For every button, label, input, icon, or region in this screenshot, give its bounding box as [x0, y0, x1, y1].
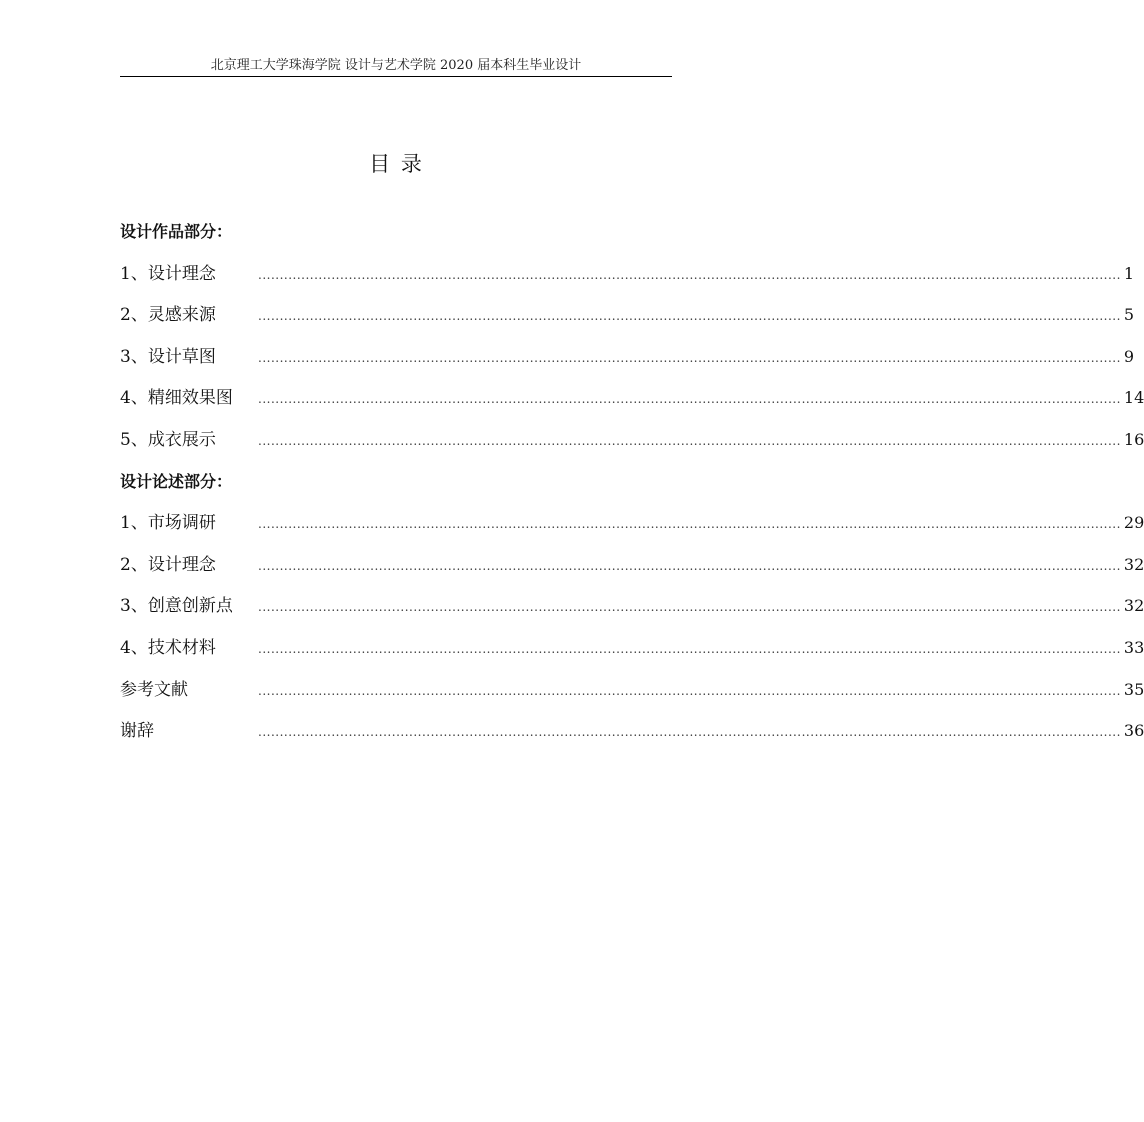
toc-entry-label: 1、设计理念 [120, 263, 216, 284]
toc-entry-page: 36 [1123, 721, 1144, 741]
toc-entry[interactable] [120, 593, 1144, 619]
toc-entry-page: 35 [1123, 679, 1144, 699]
toc-entry[interactable] [120, 635, 1144, 661]
page-header: 北京理工大学珠海学院 设计与艺术学院 2020 届本科生毕业设计 [210, 58, 582, 73]
table-of-contents [120, 219, 1144, 760]
toc-entry-label: 1、市场调研 [120, 513, 216, 534]
dot-leader: ........................................................................................................................................................................................................ [258, 350, 1121, 365]
toc-entry-label: 2、灵感来源 [120, 305, 216, 326]
toc-entry-page: 9 [1123, 346, 1135, 366]
toc-title: 目 录 [369, 152, 424, 176]
toc-entry-label: 3、设计草图 [120, 346, 216, 367]
toc-entry-label: 4、精细效果图 [120, 388, 233, 409]
dot-leader: ........................................................................................................................................................................................................ [258, 558, 1121, 573]
header-rule [120, 76, 672, 77]
toc-entry-label: 谢辞 [120, 721, 154, 742]
toc-entry[interactable] [120, 677, 1144, 703]
toc-entry-label: 参考文献 [120, 679, 188, 700]
toc-entry[interactable] [120, 302, 1135, 328]
toc-entry-page: 14 [1123, 388, 1144, 408]
toc-entry-page: 16 [1123, 429, 1144, 449]
toc-entry[interactable] [120, 344, 1135, 370]
toc-entry-page: 33 [1123, 637, 1144, 657]
toc-entry[interactable] [120, 261, 1135, 287]
dot-leader: ........................................................................................................................................................................................................ [258, 433, 1121, 448]
dot-leader: ........................................................................................................................................................................................................ [258, 267, 1121, 282]
dot-leader: ........................................................................................................................................................................................................ [258, 683, 1121, 698]
dot-leader: ........................................................................................................................................................................................................ [258, 725, 1121, 740]
toc-entry-label: 3、创意创新点 [120, 596, 233, 617]
dot-leader: ........................................................................................................................................................................................................ [258, 309, 1121, 324]
toc-entry-page: 5 [1123, 305, 1135, 325]
section-heading-design-works: 设计作品部分： [120, 222, 233, 241]
dot-leader: ........................................................................................................................................................................................................ [258, 517, 1121, 532]
section-heading-design-discussion: 设计论述部分： [120, 471, 233, 491]
toc-entry-page: 32 [1123, 596, 1144, 616]
toc-entry[interactable] [120, 510, 1144, 536]
toc-entry-page: 29 [1123, 513, 1144, 533]
toc-entry[interactable] [120, 552, 1144, 578]
toc-entry[interactable] [120, 385, 1144, 411]
dot-leader: ........................................................................................................................................................................................................ [258, 600, 1121, 615]
dot-leader: ........................................................................................................................................................................................................ [258, 641, 1121, 656]
toc-entry-page: 1 [1123, 263, 1135, 283]
toc-entry-page: 32 [1123, 554, 1144, 574]
toc-entry-label: 2、设计理念 [120, 554, 216, 575]
toc-entry[interactable] [120, 427, 1144, 453]
toc-entry[interactable] [120, 718, 1144, 744]
dot-leader: ........................................................................................................................................................................................................ [258, 392, 1121, 407]
toc-entry-label: 4、技术材料 [120, 637, 216, 658]
toc-entry-label: 5、成衣展示 [120, 429, 216, 450]
